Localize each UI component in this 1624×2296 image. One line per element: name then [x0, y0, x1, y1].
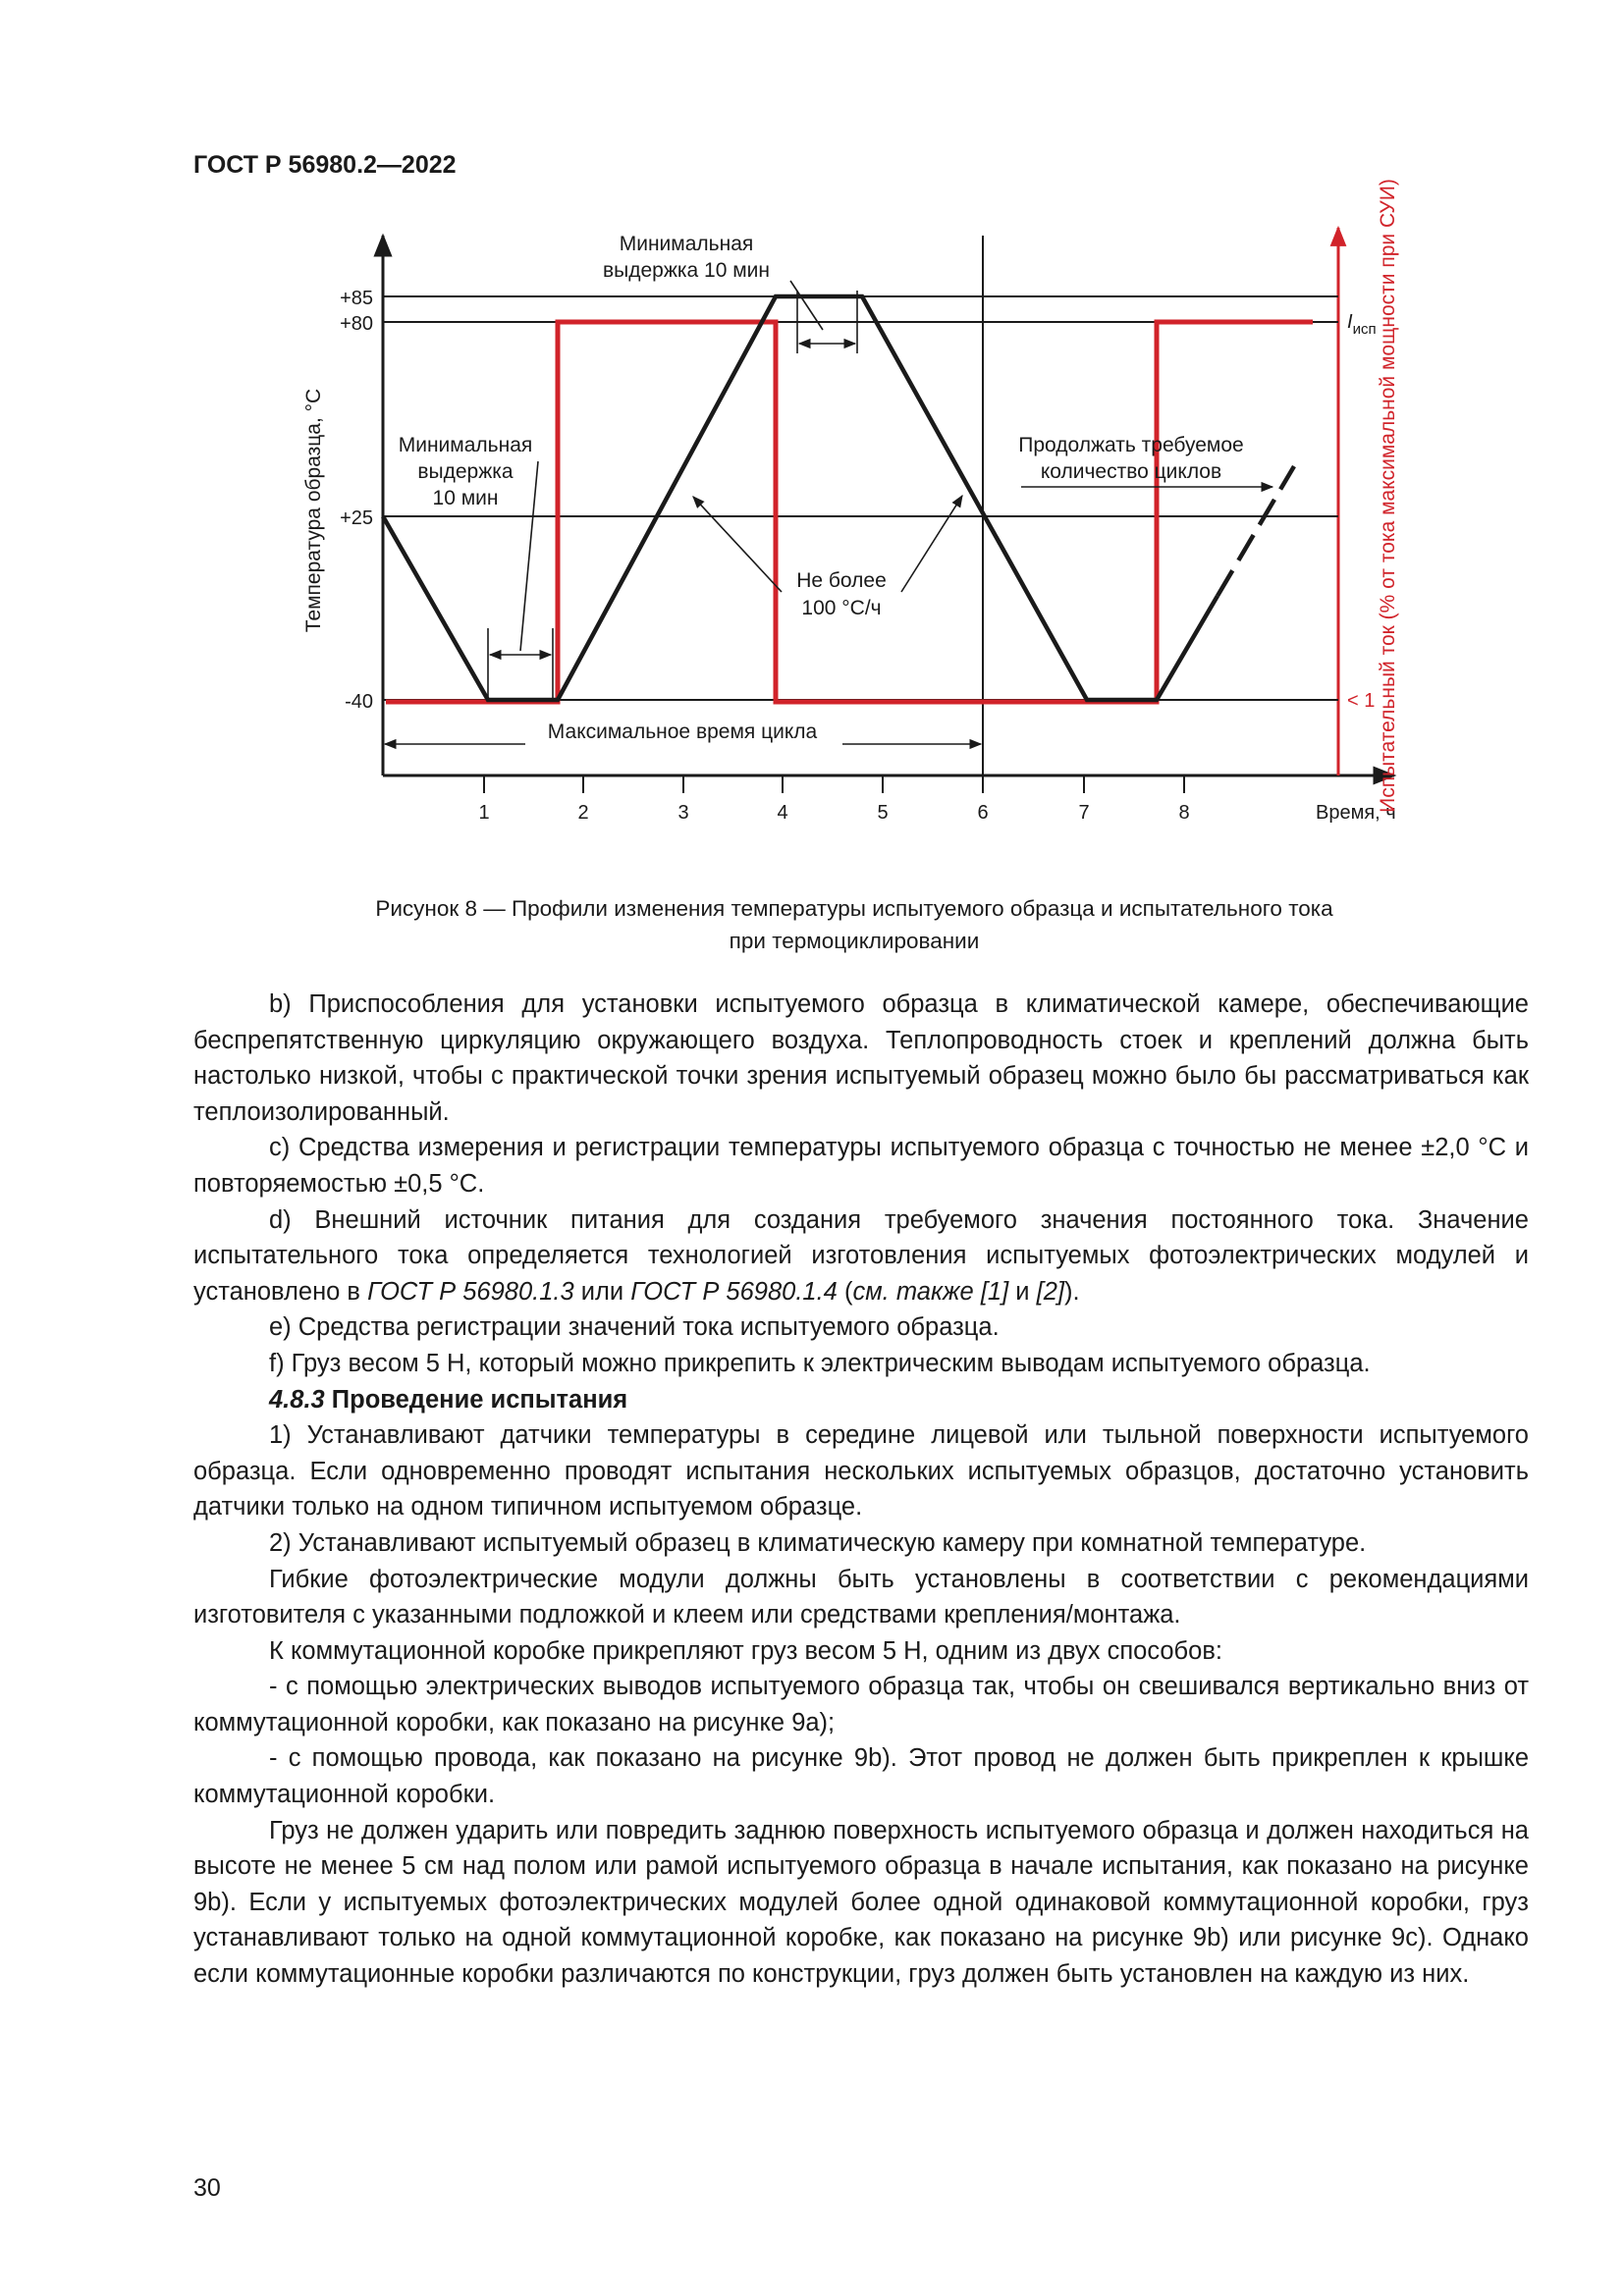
- annotation-rate-line2: 100 °С/ч: [801, 597, 882, 619]
- annotation-left-line1: Минимальная: [398, 434, 533, 456]
- x-tick-label-3: 3: [677, 802, 689, 824]
- para-f: f) Груз весом 5 Н, который можно прикрепить к электрическим выводам испытуемого образца.: [269, 1349, 1371, 1377]
- x-axis-label: Время, ч: [1316, 802, 1396, 824]
- document-header: ГОСТ Р 56980.2—2022: [193, 151, 457, 179]
- y-tick-label-85: +85: [340, 288, 373, 309]
- para-d-close: ).: [1063, 1277, 1080, 1306]
- para-step-1: 1) Устанавливают датчики температуры в середине лицевой или тыльной поверхности испытуемого образца. Если одновременно проводят испытания нескольких испытуемых образцов, достаточно установить датчики только на одном типичном испытуемом образце.: [193, 1421, 1529, 1522]
- ref-2: [2]: [1036, 1277, 1064, 1306]
- body-text: [193, 987, 1529, 1993]
- para-d-open: (: [837, 1277, 853, 1306]
- ref-gost-1-3: ГОСТ Р 56980.1.3: [367, 1277, 574, 1306]
- x-tick-label-1: 1: [478, 802, 490, 824]
- figure-caption: [245, 892, 1463, 957]
- section-heading: [193, 1382, 1529, 1418]
- x-tick-label-7: 7: [1078, 802, 1090, 824]
- temperature-continuation: [1218, 466, 1294, 596]
- y-tick-label-80: +80: [340, 313, 373, 335]
- x-tick-label-2: 2: [577, 802, 589, 824]
- para-d-and: и: [1008, 1277, 1037, 1306]
- section-number: 4.8.3: [269, 1385, 325, 1414]
- current-top-subscript: исп: [1352, 321, 1377, 338]
- para-b: b) Приспособления для установки испытуемого образца в климатической камере, обеспечивающие беспрепятственную циркуляцию окружающего воздуха. Теплопроводность стоек и креплений должна быть настолько низкой, чтобы с практической точки зрения испытуемый образец можно было бы рассматриваться как теплоизолированный.: [193, 990, 1529, 1126]
- list-item-2: - с помощью провода, как показано на рисунке 9b). Этот провод не должен быть прикреплен к крышке коммутационной коробки.: [193, 1744, 1529, 1809]
- annotation-continue-line1: Продолжать требуемое: [1018, 434, 1244, 456]
- list-item-1: - с помощью электрических выводов испытуемого образца так, чтобы он свешивался вертикально вниз от коммутационной коробки, как показано на рисунке 9а);: [193, 1673, 1529, 1736]
- annotation-top-line2: выдержка 10 мин: [602, 259, 771, 282]
- y-axis-label: Температура образца, °С: [302, 388, 325, 633]
- ref-see-also: см. также [1]: [852, 1277, 1009, 1306]
- current-bottom-label: < 1: [1347, 690, 1376, 712]
- y-tick-label-25: +25: [340, 507, 373, 529]
- annotation-continue-line2: количество циклов: [1040, 460, 1222, 483]
- ref-gost-1-4: ГОСТ Р 56980.1.4: [630, 1277, 838, 1306]
- para-d: [193, 1202, 1529, 1310]
- page-number: 30: [193, 2174, 221, 2202]
- x-tick-label-5: 5: [877, 802, 889, 824]
- para-flexible: Гибкие фотоэлектрические модули должны быть установлены в соответствии с рекомендациями изготовителя с указанными подложкой и клеем или средствами крепления/монтажа.: [193, 1565, 1529, 1629]
- annotation-cycle-text: Максимальное время цикла: [547, 721, 818, 743]
- rate-leader-left: [693, 497, 782, 592]
- x-tick-label-8: 8: [1178, 802, 1190, 824]
- section-title: Проведение испытания: [324, 1385, 628, 1414]
- current-top-label: [1347, 311, 1377, 338]
- x-tick-label-6: 6: [977, 802, 989, 824]
- para-step-2: 2) Устанавливают испытуемый образец в климатическую камеру при комнатной температуре.: [269, 1528, 1367, 1557]
- caption-line-1: Рисунок 8 — Профили изменения температуры испытуемого образца и испытательного тока: [375, 896, 1333, 921]
- annotation-top-line1: Минимальная: [619, 233, 754, 255]
- rate-leader-right: [901, 496, 962, 592]
- annotation-left-line2: выдержка: [417, 460, 514, 483]
- para-c: c) Средства измерения и регистрации температуры испытуемого образца с точностью не менее ±2,0 °С и повторяемостью ±0,5 °С.: [193, 1134, 1529, 1198]
- para-weight: К коммутационной коробке прикрепляют груз весом 5 Н, одним из двух способов:: [269, 1636, 1222, 1665]
- right-axis-label: Испытательный ток (% от тока максимальной мощности при СУИ): [1377, 179, 1399, 813]
- y-tick-label-minus40: -40: [345, 691, 373, 713]
- x-tick-label-4: 4: [777, 802, 788, 824]
- figure-8-chart: [0, 0, 1624, 883]
- caption-line-2: при термоциклировании: [729, 929, 980, 953]
- para-last: Груз не должен ударить или повредить заднюю поверхность испытуемого образца и должен находиться на высоте не менее 5 см над полом или рамой испытуемого образца в начале испытания, как показано на рисунке 9b). Если у испытуемых фотоэлектрических модулей более одной одинаковой коммутационной коробки, груз устанавливают только на одной коммутационной коробке, как показано на рисунке 9b) или рисунке 9с). Однако если коммутационные коробки различаются по конструкции, груз должен быть установлен на каждую из них.: [193, 1816, 1529, 1989]
- para-d-or: или: [573, 1277, 631, 1306]
- annotation-left-line3: 10 мин: [432, 487, 499, 509]
- current-top-symbol: I: [1347, 311, 1353, 333]
- para-e: e) Средства регистрации значений тока испытуемого образца.: [269, 1313, 1000, 1342]
- annotation-rate-line1: Не более: [796, 569, 887, 592]
- para-d-text: d) Внешний источник питания для создания требуемого значения постоянного тока. Значение испытательного тока определяется технологией изготовления испытуемых фотоэлектрических модулей и установлено в: [193, 1205, 1529, 1306]
